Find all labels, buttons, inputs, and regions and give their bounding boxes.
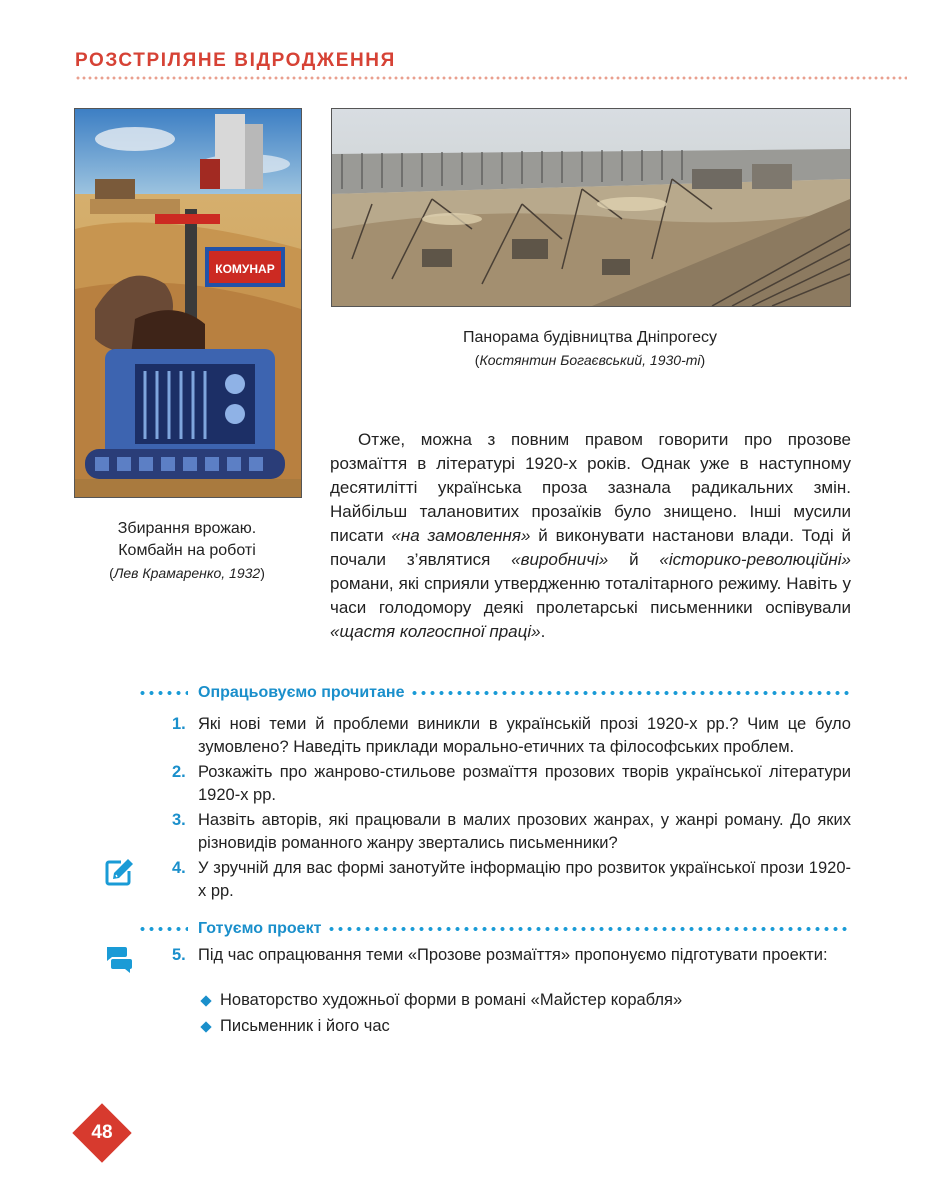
question-number: 1. (172, 715, 186, 733)
project-bullet-text: Новаторство художньої форми в романі «Майстер корабля» (220, 991, 683, 1009)
question-text: Які нові теми й проблеми виникли в українській прозі 1920-х рр.? Чим це було зумовлено? Наведіть приклади морально-етичних та філософських проблем. (198, 715, 851, 756)
caption-line: Комбайн на роботі (118, 542, 256, 559)
question-item (172, 713, 851, 759)
question-number: 3. (172, 811, 186, 829)
question-item (172, 761, 851, 807)
caption-credit-text: Костянтин Богаєвський, 1930-ті (479, 352, 701, 368)
dotted-rule (138, 690, 188, 696)
dotted-rule (327, 926, 850, 932)
question-item (172, 857, 851, 903)
caption-credit-text: Лев Крамаренко, 1932 (113, 565, 261, 581)
question-number: 5. (172, 946, 186, 964)
body-paragraph: Отже, можна з повним правом говорити про прозове розмаїття в літературі 1920-х років. Однак уже в наступному десятилітті українська проза зазнала радикальних змін. Найбільш талановитих прозаїків було знищено. Інші мусили писати «на замовлення» й виконувати настанови влади. Тоді й почали з’являтися «виробничі» й «історико-революційні» романи, які сприяли утвердженню тоталітарного режиму. Навіть у часи голодомору деякі пролетарські письменники оспівували «щастя колгоспної праці». (330, 430, 851, 641)
question-number: 4. (172, 859, 186, 877)
question-text: У зручній для вас формі занотуйте інформацію про розвиток української прози 1920-х рр. (198, 859, 851, 900)
caption-credit: (Костянтин Богаєвський, 1930-ті) (474, 352, 706, 368)
painting-dniprohes-panorama (331, 108, 851, 307)
pencil-square-icon (104, 857, 134, 887)
question-number: 2. (172, 763, 186, 781)
diamond-bullet-icon (200, 1021, 211, 1032)
page-number: 48 (91, 1122, 113, 1143)
caption-title: Панорама будівництва Дніпрогесу (463, 329, 717, 346)
project-bullet (200, 1015, 390, 1038)
running-header: РОЗСТРІЛЯНЕ ВІДРОДЖЕННЯ (75, 50, 396, 71)
dotted-rule (138, 926, 188, 932)
question-text: Назвіть авторів, які працювали в малих прозових жанрах, у жанрі роману. До яких різновидів романного жанру звертались письменники? (198, 811, 851, 852)
section-title: Готуємо проект (198, 920, 322, 937)
section-heading-review (138, 682, 850, 704)
chat-bubbles-icon (104, 945, 134, 973)
question-item (172, 809, 851, 855)
dotted-rule (410, 690, 850, 696)
caption-credit: (Лев Крамаренко, 1932) (109, 565, 265, 581)
section-heading-project (138, 918, 850, 940)
figure-caption-top (331, 327, 849, 371)
painting-harvest-combine (74, 108, 302, 498)
komunar-sign-text: КОМУНАР (215, 262, 275, 276)
project-bullet (200, 989, 682, 1012)
project-bullet-text: Письменник і його час (220, 1017, 390, 1035)
question-text: Розкажіть про жанрово-стильове розмаїття прозових творів української літератури 1920-х рр. (198, 763, 851, 804)
page-number-badge (73, 1104, 131, 1162)
caption-line: Збирання врожаю. (117, 520, 257, 537)
question-text: Під час опрацювання теми «Прозове розмаїття» пропонуємо підготувати проекти: (198, 946, 828, 964)
diamond-bullet-icon (200, 995, 211, 1006)
question-item (172, 944, 851, 967)
header-dotted-rule (75, 76, 907, 80)
section-title: Опрацьовуємо прочитане (198, 684, 405, 701)
figure-caption-left (80, 518, 294, 584)
